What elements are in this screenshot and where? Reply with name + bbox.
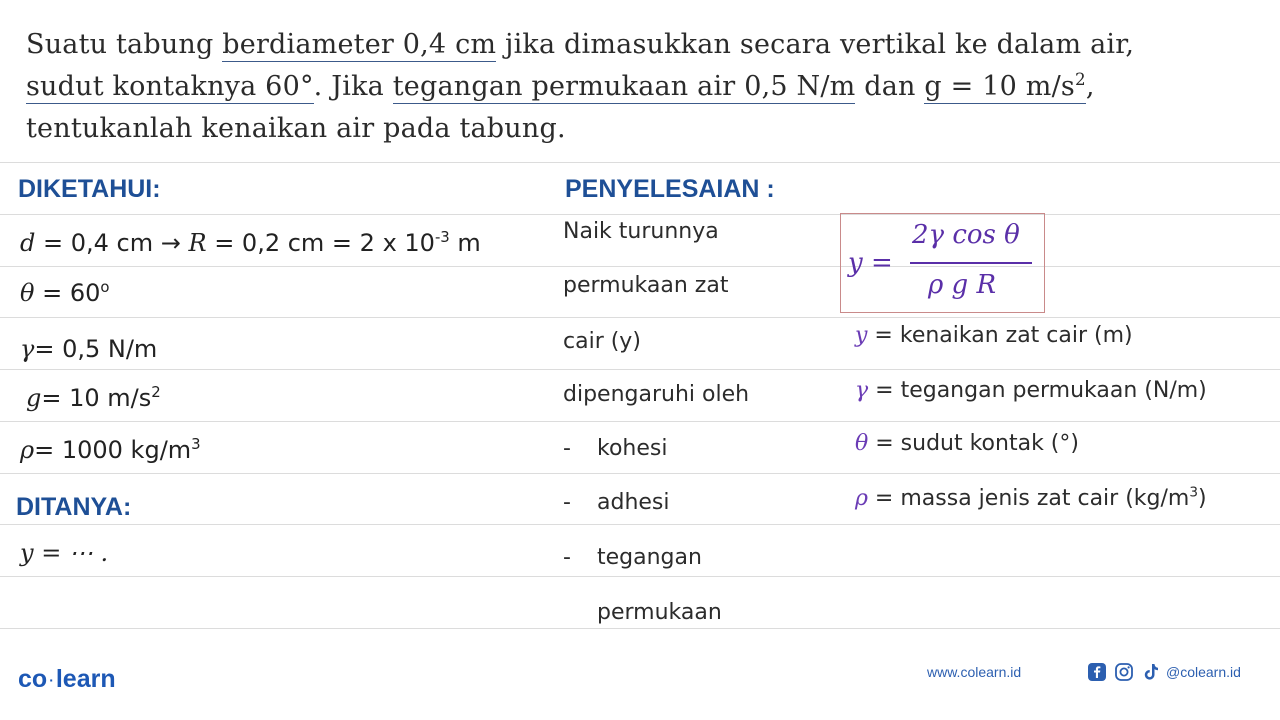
text: = massa jenis zat cair (kg/m — [867, 486, 1190, 511]
var-g: g — [26, 384, 42, 412]
legend-y — [855, 323, 1133, 348]
social-handle[interactable]: @colearn.id — [1166, 664, 1241, 680]
arrow-right-icon: → — [160, 229, 181, 257]
symbol: θ — [855, 431, 869, 456]
logo-dot: · — [49, 672, 54, 689]
text: = 0,2 cm = 2 x 10 — [206, 229, 435, 257]
sup: 2 — [1074, 69, 1086, 89]
underline-diameter: berdiameter 0,4 cm — [222, 29, 497, 60]
heading-ditanya: DITANYA: — [16, 493, 132, 521]
var-d: d — [20, 229, 36, 257]
given-angle — [20, 279, 109, 307]
text: , — [1085, 71, 1095, 102]
fraction-bar — [910, 262, 1032, 264]
legend-rho — [855, 486, 1207, 511]
formula-numerator: 2γ cos θ — [912, 220, 1020, 250]
problem-line-2 — [26, 66, 1256, 108]
divider — [0, 317, 1280, 318]
colearn-logo — [18, 665, 116, 694]
text: g = 10 m/s — [924, 71, 1075, 102]
given-tension — [20, 335, 157, 363]
divider — [0, 162, 1280, 163]
divider — [0, 369, 1280, 370]
symbol: γ — [855, 378, 869, 403]
bullet-tegangan: tegangan — [597, 545, 702, 570]
explanation-line-4: dipengaruhi oleh — [563, 382, 750, 407]
sup: 3 — [1189, 484, 1199, 501]
heading-diketahui: DIKETAHUI: — [18, 175, 161, 203]
divider — [0, 421, 1280, 422]
divider — [0, 473, 1280, 474]
text: = kenaikan zat cair (m) — [867, 323, 1133, 348]
formula-denominator: ρ g R — [928, 270, 997, 300]
divider — [0, 628, 1280, 629]
underline-tension: tegangan permukaan air 0,5 N/m — [392, 71, 856, 102]
underline-gravity — [924, 71, 1085, 104]
text: jika dimasukkan secara vertikal ke dalam air, — [496, 29, 1135, 60]
text: . Jika — [313, 71, 393, 102]
text: = 1000 kg/m — [34, 436, 192, 464]
tiktok-icon[interactable] — [1141, 662, 1161, 682]
problem-line-1 — [26, 24, 1256, 66]
bullet-dash: - — [563, 490, 571, 515]
explanation-line-1: Naik turunnya — [563, 219, 719, 244]
sup: -3 — [434, 228, 450, 246]
explanation-line-2: permukaan zat — [563, 273, 729, 298]
divider — [0, 214, 1280, 215]
problem-line-3: tentukanlah kenaikan air pada tabung. — [26, 113, 566, 144]
formula-lhs: y = — [848, 248, 893, 278]
instagram-icon[interactable] — [1114, 662, 1134, 682]
text: = 0,5 N/m — [34, 335, 158, 363]
legend-theta — [855, 431, 1079, 456]
text: Suatu tabung — [26, 29, 223, 60]
underline-angle: sudut kontaknya 60° — [26, 71, 314, 102]
text: = 60 — [34, 279, 101, 307]
explanation-line-3: cair (y) — [563, 329, 641, 354]
divider — [0, 524, 1280, 525]
legend-gamma — [855, 378, 1207, 403]
text: ) — [1198, 486, 1207, 511]
var-rho: ρ — [20, 436, 35, 464]
sup: 3 — [191, 435, 201, 453]
given-diameter — [20, 229, 481, 257]
var-r: R — [180, 229, 207, 257]
given-gravity — [26, 384, 161, 412]
asked-value: y = ⋯ . — [20, 539, 109, 567]
divider — [0, 576, 1280, 577]
bullet-adhesi: adhesi — [597, 490, 670, 515]
text: = 10 m/s — [41, 384, 152, 412]
bullet-dash: - — [563, 436, 571, 461]
text: m — [449, 229, 481, 257]
logo-part: learn — [55, 665, 116, 693]
text: = tegangan permukaan (N/m) — [868, 378, 1207, 403]
var-theta: θ — [20, 279, 35, 307]
var-gamma: γ — [20, 335, 35, 363]
sup: 2 — [151, 383, 161, 401]
text: dan — [855, 71, 925, 102]
bullet-dash: - — [563, 545, 571, 570]
problem-statement — [26, 24, 1256, 150]
heading-penyelesaian: PENYELESAIAN : — [565, 175, 775, 203]
bullet-permukaan: permukaan — [597, 600, 722, 625]
text: = 0,4 cm — [35, 229, 161, 257]
divider — [0, 266, 1280, 267]
bullet-kohesi: kohesi — [597, 436, 668, 461]
symbol: ρ — [855, 486, 868, 511]
logo-part: co — [18, 665, 48, 693]
website-link[interactable]: www.colearn.id — [927, 664, 1022, 680]
given-density — [20, 436, 201, 464]
text: = sudut kontak (°) — [868, 431, 1079, 456]
symbol: y — [855, 323, 868, 348]
sup: o — [100, 278, 110, 296]
facebook-icon[interactable] — [1087, 662, 1107, 682]
